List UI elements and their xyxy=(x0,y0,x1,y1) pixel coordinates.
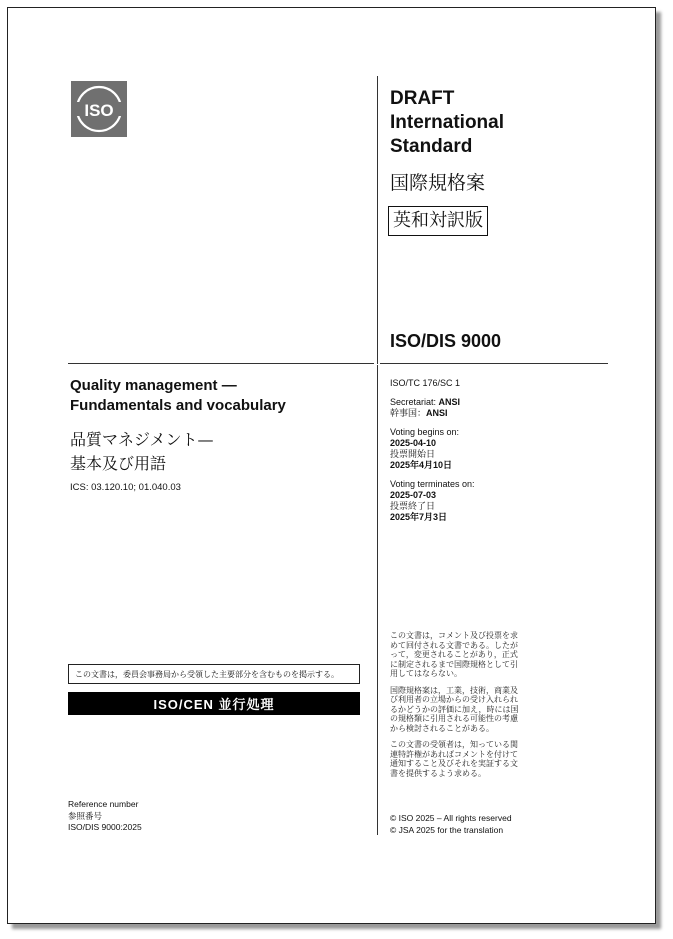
reference-label-en: Reference number xyxy=(68,799,139,809)
reference-number xyxy=(68,799,142,834)
copyright-iso: © ISO 2025 – All rights reserved xyxy=(390,813,512,823)
iso-logo-icon xyxy=(73,83,125,135)
document-title-jp xyxy=(70,428,214,476)
title-line: Quality management — xyxy=(70,377,237,394)
title-line: Fundamentals and vocabulary xyxy=(70,397,286,414)
section-rule-left xyxy=(68,363,374,364)
secretariat xyxy=(390,397,610,408)
notice-paragraph: この文書の受領者は，知っている関連特許権があればコメントを付けて通知すること及びそれを実証する文書を提供するよう求める。 xyxy=(390,740,518,778)
secretariat-notice-box: この文書は，委員会事務局から受領した主要部分を含むものを掲示する。 xyxy=(68,664,360,684)
secretariat-jp xyxy=(390,408,610,419)
draft-line: Standard xyxy=(390,136,473,157)
voting-ends-jp-label: 投票終了日 xyxy=(390,501,436,511)
ics-codes: ICS: 03.120.10; 01.040.03 xyxy=(70,482,181,493)
title-line-jp: 基本及び用語 xyxy=(70,454,167,473)
voting-ends-label: Voting terminates on: xyxy=(390,479,475,489)
technical-committee xyxy=(390,378,610,389)
voting-begins-label: Voting begins on: xyxy=(390,427,460,437)
secretariat-jp-label: 幹事国： xyxy=(390,408,427,418)
secretariat-value: ANSI xyxy=(438,397,461,407)
iso-logo-text: ISO xyxy=(84,101,114,120)
column-divider-top xyxy=(377,76,378,364)
title-line-jp: 品質マネジメント— xyxy=(70,430,214,449)
voting-begins-jp-date: 2025年4月10日 xyxy=(390,460,453,470)
draft-notice xyxy=(390,631,522,785)
draft-line: International xyxy=(390,112,505,133)
parallel-processing-banner: ISO/CEN 並行処理 xyxy=(68,692,360,715)
voting-begins-jp-label: 投票開始日 xyxy=(390,449,436,459)
voting-begins-date: 2025-04-10 xyxy=(390,438,437,448)
copyright-jsa: © JSA 2025 for the translation xyxy=(390,825,504,835)
secretariat-jp-value: ANSI xyxy=(426,408,448,418)
section-rule-right xyxy=(380,363,608,364)
copyright-block xyxy=(390,812,512,836)
notice-paragraph: この文書は，コメント及び投票を求めて回付される文書である。したがって，変更されることがあり，正式に制定されるまで国際規格として引用してはならない。 xyxy=(390,631,518,678)
reference-value: ISO/DIS 9000:2025 xyxy=(68,822,142,832)
draft-line: DRAFT xyxy=(390,88,455,109)
committee-info xyxy=(390,378,610,523)
iso-logo xyxy=(71,81,127,137)
document-page xyxy=(7,7,656,924)
tc-value: ISO/TC 176/SC 1 xyxy=(390,378,461,388)
column-divider-bottom xyxy=(377,365,378,835)
reference-label-jp: 参照番号 xyxy=(68,810,103,821)
document-title-en xyxy=(70,376,286,416)
secretariat-label: Secretariat: xyxy=(390,397,437,407)
voting-ends-jp-date: 2025年7月3日 xyxy=(390,512,448,522)
standard-number: ISO/DIS 9000 xyxy=(390,331,502,351)
edition-badge: 英和対訳版 xyxy=(388,206,488,236)
notice-paragraph: 国際規格案は，工業，技術，商業及び利用者の立場からの受け入れられるかどうかの評価に加え，時には国の規格類に引用される可能性の考慮から検討されることがある。 xyxy=(390,685,519,733)
draft-heading xyxy=(390,87,504,159)
draft-heading-jp: 国際規格案 xyxy=(390,172,486,194)
voting-ends-date: 2025-07-03 xyxy=(390,490,437,500)
